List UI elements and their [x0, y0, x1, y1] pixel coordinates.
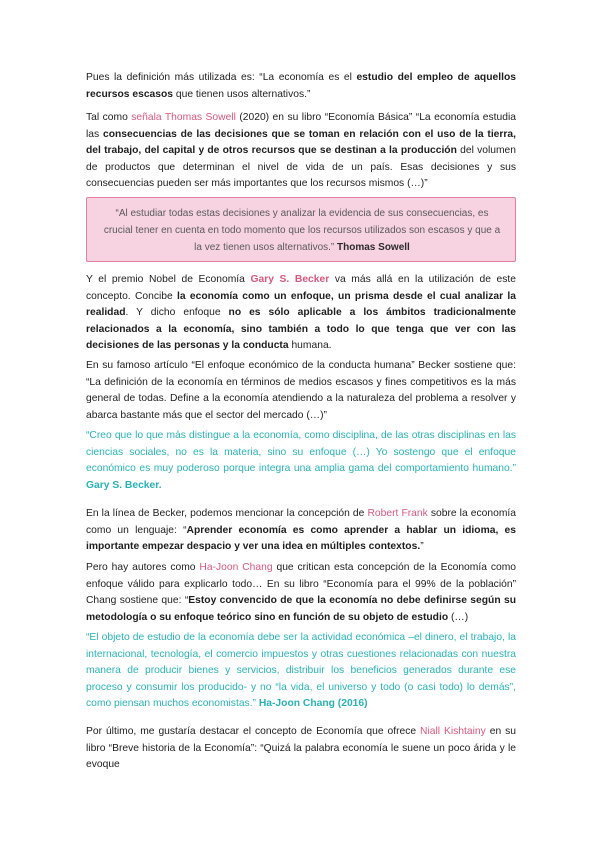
text-run: que tienen usos alternativos.”	[173, 88, 311, 100]
text-run: Tal como	[86, 112, 132, 123]
quote-author: Thomas Sowell	[337, 242, 410, 253]
becker-quote	[86, 428, 516, 494]
bold-text: consecuencias de las decisiones que se toman en relación con el uso de la tierra, del trabajo, del capital y de otros recursos que se destinan a la producción	[86, 128, 517, 157]
quote-author: Gary S. Becker.	[86, 479, 162, 491]
paragraph-frank	[86, 506, 516, 556]
text-run: . Y dicho enfoque	[125, 307, 229, 319]
paragraph-becker	[86, 272, 516, 355]
bold-text: la economía como un enfoque, un prisma desde el cual analizar la realidad	[86, 290, 517, 319]
text-run: que critican esta concepción de la Economía como enfoque válido para explicarlo todo… En su libro “Economía para el 99% de la población” Chang sostiene que: “	[86, 562, 517, 607]
text-run: Y el premio Nobel de Economía	[86, 274, 251, 285]
paragraph-definition	[86, 70, 516, 103]
paragraph-kishtainy	[86, 724, 516, 774]
sowell-quote-box	[86, 197, 516, 262]
text-run: en su libro “Breve historia de la Economía”: “Quizá la palabra economía le suene un poco árida y le evoque	[86, 726, 516, 771]
text-run: En su famoso artículo “El enfoque económico de la conducta humana” Becker sostiene que: “La definición de la economía en términos de medios escasos y fines competitivos es la más general de todas. Define a la economía atendiendo a la naturaleza del problema a resolver y abarca bastante más que el sector del mercado (…)”	[86, 360, 516, 421]
chang-quote	[86, 630, 516, 713]
bold-text: no es sólo aplicable a los ámbitos tradicionalmente relacionados a la economía, sino también a todo lo que tenga que ver con las decisiones de las personas y la conducta	[86, 307, 516, 352]
paragraph-sowell	[86, 110, 516, 193]
frank-link[interactable]: Robert Frank	[367, 508, 428, 519]
bold-text: Aprender economía es como aprender a hablar un idioma, es importante empezar despacio y ver una idea en múltiples contextos.	[86, 524, 516, 553]
text-run: Pues la definición más utilizada es: “La economía es el	[86, 72, 357, 83]
text-run: humana.	[288, 340, 332, 352]
text-run: ”	[420, 541, 424, 553]
paragraph-chang	[86, 560, 516, 626]
paragraph-becker-article	[86, 358, 516, 424]
bold-text: estudio del empleo de aquellos recursos escasos	[86, 72, 516, 100]
quote-author: Ha-Joon Chang (2016)	[258, 698, 368, 710]
text-run: En la línea de Becker, podemos mencionar la concepción de	[86, 508, 368, 519]
text-run: del volumen de productos que determinan el nivel de vida de un país. Esas decisiones y sus consecuencias pueden ser más importantes que los recursos mismos (…)”	[86, 145, 516, 190]
kishtainy-link[interactable]: Niall Kishtainy	[420, 726, 486, 737]
becker-link[interactable]: Gary S. Becker	[250, 274, 330, 285]
chang-link[interactable]: Ha-Joon Chang	[199, 562, 273, 573]
text-run: va más allá en la utilización de este concepto. Concibe	[86, 274, 516, 302]
text-run: Pero hay autores como	[86, 562, 200, 573]
text-run: (…)	[448, 611, 469, 623]
quote-text: “Creo que lo que más distingue a la economía, como disciplina, de las otras disciplinas en las ciencias sociales, no es la materia, sino su enfoque (…) Yo sostengo que el enfoque económico es muy poderoso porque integra una amplia gama del comportamiento humano.”	[86, 430, 516, 475]
sowell-quote	[103, 205, 501, 256]
text-run: sobre la economía como un lenguaje: “	[86, 508, 516, 536]
sowell-link[interactable]: señala Thomas Sowell	[131, 112, 236, 123]
quote-text: “Al estudiar todas estas decisiones y analizar la evidencia de sus consecuencias, es crucial tener en cuenta en todo momento que los recursos utilizados son escasos y que a la vez tienen usos alternativos.”	[103, 208, 501, 253]
text-run: (2020) en su libro “Economía Básica” “La economía estudia las	[86, 112, 516, 140]
text-run: Por último, me gustaría destacar el concepto de Economía que ofrece	[86, 726, 421, 737]
quote-text: “El objeto de estudio de la economía debe ser la actividad económica –el dinero, el trabajo, la internacional, tecnología, el comercio impuestos y otras cuestiones relacionadas con nuestra manera de producir bienes y servicios, distribuir los beneficios generados durante ese proceso y consumir los producido- y no “la vida, el universo y todo (o casi todo) lo demás”, como piensan muchos economistas.”	[86, 632, 516, 710]
bold-text: Estoy convencido de que la economía no debe definirse según su metodología o su enfoque teórico sino en función de su objeto de estudio	[86, 595, 516, 623]
